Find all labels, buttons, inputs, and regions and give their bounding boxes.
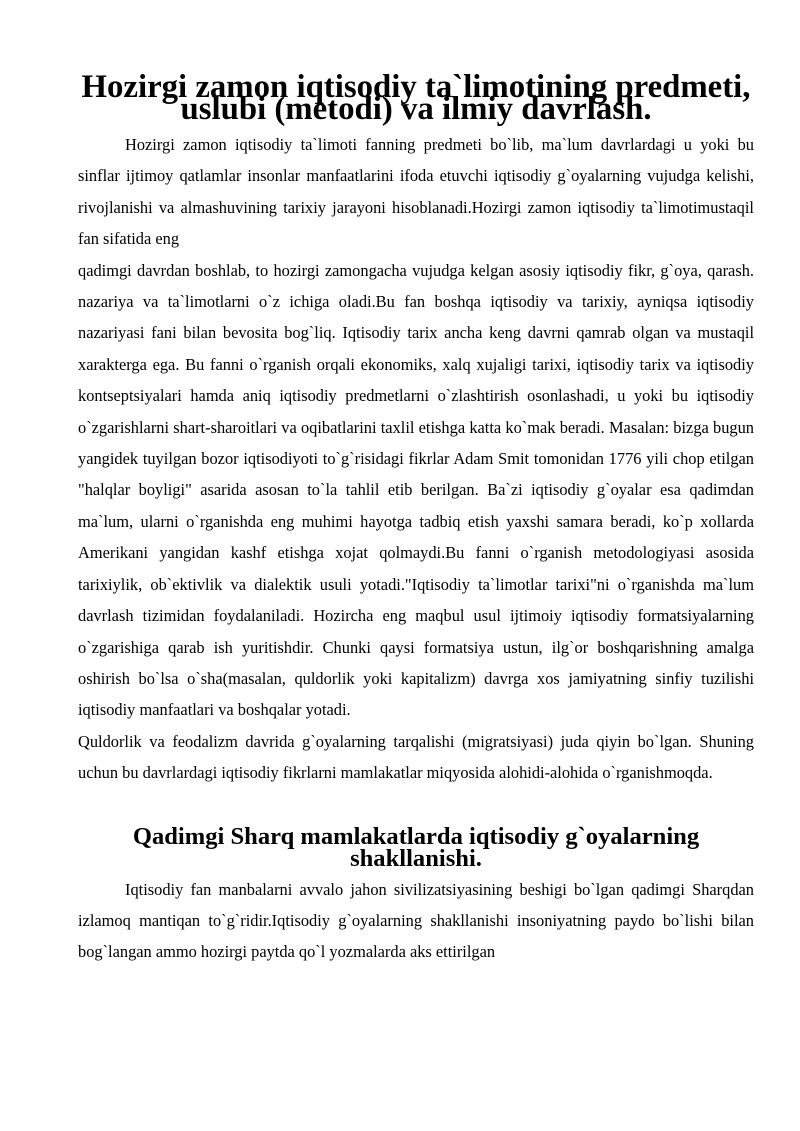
paragraph: Quldorlik va feodalizm davrida g`oyalarning tarqalishi (migratsiyasi) juda qiyin bo`lgan. Shuning uchun bu davrlardagi iqtisodiy fikrlarni mamlakatlar miqyosida alohidi-alohida o`rganishmoqda.: [78, 731, 754, 783]
paragraph: Iqtisodiy fan manbalarni avvalo jahon sivilizatsiyasining beshigi bo`lgan qadimgi Sharqdan izlamoq mantiqan to`g`ridir.Iqtisodiy g`oyalarning shakllanishi insoniyatning paydo bo`lishi bilan bog`langan ammo hozirgi paytda qo`l yozmalarda aks ettirilgan: [78, 879, 754, 962]
section-title: Qadimgi Sharq mamlakatlarda iqtisodiy g`oyalarning shakllanishi.: [132, 822, 700, 872]
paragraph: qadimgi davrdan boshlab, to hozirgi zamongacha vujudga kelgan asosiy iqtisodiy fikr, g`oya, qarash. nazariya va ta`limotlarni o`z ichiga oladi.Bu fan boshqa iqtisodiy va tarixiy, ayniqsa iqtisodiy nazariyasi fani bilan bevosita bog`liq. Iqtisodiy tarix ancha keng davrni qamrab olgan va mustaqil xarakterga ega. Bu fanni o`rganish orqali ekonomiks, xalq xujaligi tarixi, iqtisodiy tarix va iqtisodiy kontseptsiyalari hamda aniq iqtisodiy predmetlarni o`zlashtirish osonlashadi, u yoki bu iqtisodiy o`zgarishlarni shart-sharoitlari va oqibatlarini taxlil etishga katta ko`mak beradi. Masalan: bizga bugun yangidek tuyilgan bozor iqtisodiyoti to`g`risidagi fikrlar Adam Smit tomonidan 1776 yili chop etilgan "halqlar boyligi" asarida asosan to`la tahlil etib berilgan. Ba`zi iqtisodiy g`oyalar esa qadimdan ma`lum, ularni o`rganishda eng muhimi hayotga tadbiq etish yaxshi samara beradi, ko`p xollarda Amerikani yangidan kashf etishga xojat qolmaydi.Bu fanni o`rganish metodologiyasi asosida tarixiylik, ob`ektivlik va dialektik usuli yotadi."Iqtisodiy ta`limotlar tarixi"ni o`rganishda ma`lum davrlash tizimidan foydalaniladi. Hozircha eng maqbul usul ijtimoiy iqtisodiy formatsiyalarning o`zgarishiga qarab ish yuritishdir. Chunki qaysi formatsiya ustun, ilg`or boshqarishning amalga oshirish bo`lsa o`sha(masalan, quldorlik yoki kapitalizm) davrga xos jamiyatning sinfiy tuzilishi iqtisodiy manfaatlari va boshqalar yotadi.: [78, 260, 754, 720]
section-title: Hozirgi zamon iqtisodiy ta`limotining predmeti, uslubi (metodi) va ilmiy davrlash.: [81, 69, 751, 127]
paragraph: Hozirgi zamon iqtisodiy ta`limoti fanning predmeti bo`lib, ma`lum davrlardagi u yoki bu sinflar ijtimoy qatlamlar insonlar manfaatlarini ifoda etuvchi iqtisodiy g`oyalarning vujudga kelishi, rivojlanishi va almashuvining tarixiy jarayoni hisoblanadi.Hozirgi zamon iqtisodiy ta`limotimustaqil fan sifatida eng: [78, 135, 754, 249]
paragraph-spacer: [78, 789, 754, 820]
document-page: [78, 69, 754, 968]
